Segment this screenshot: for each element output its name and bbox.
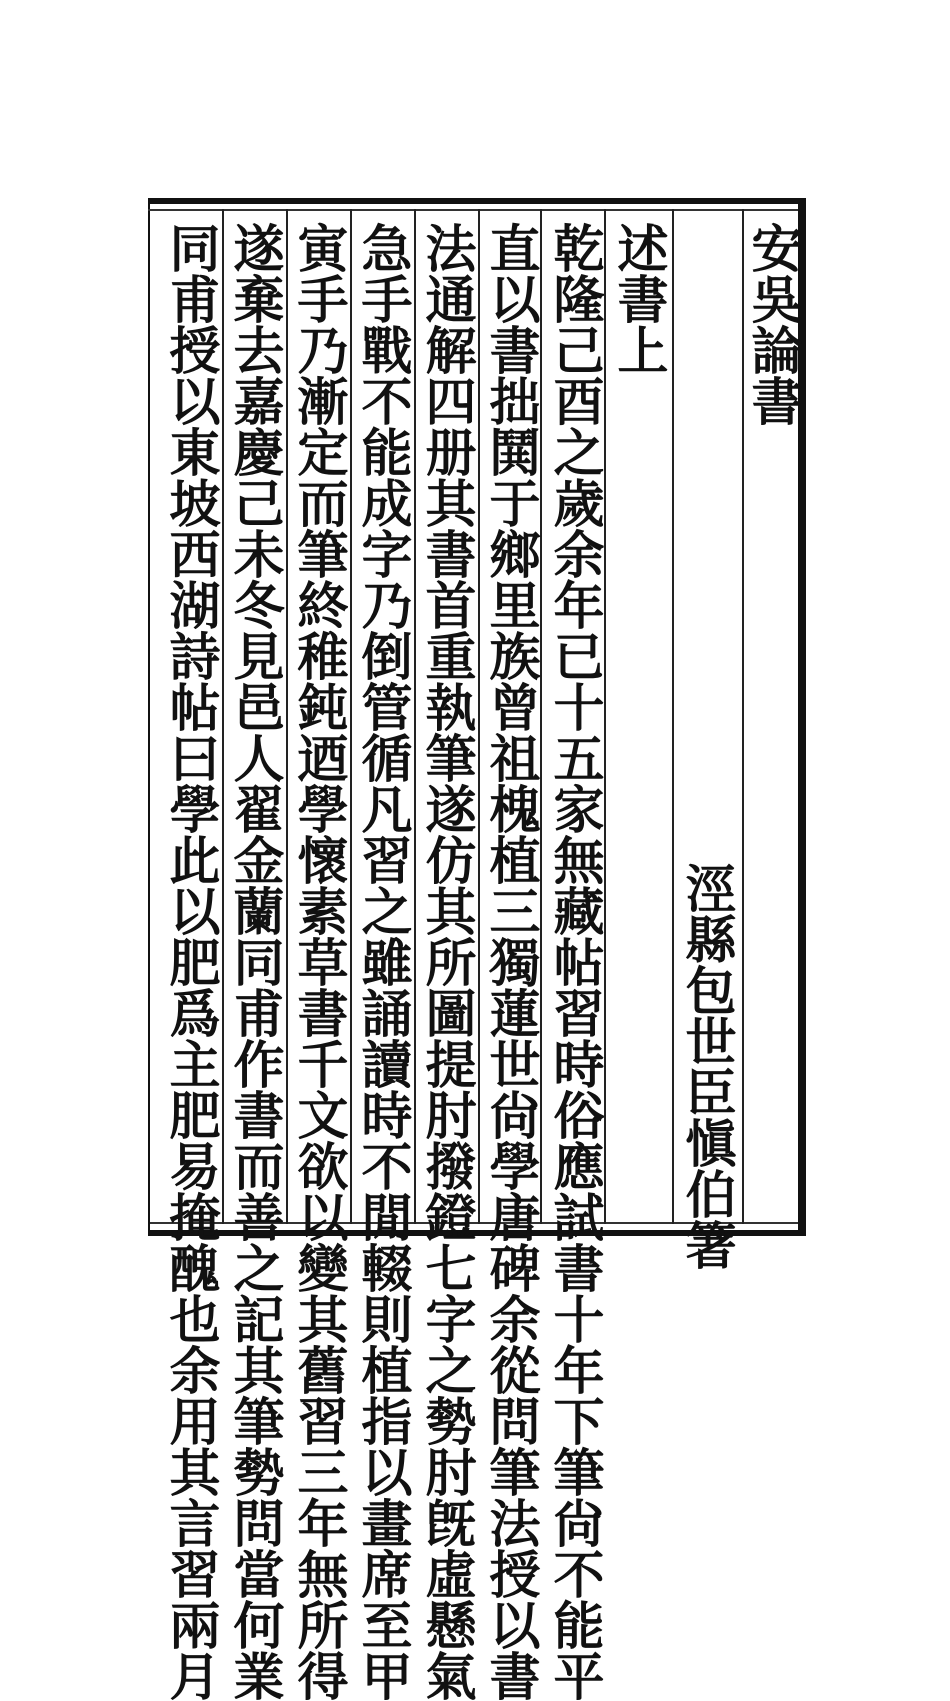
section-title: 述書上: [608, 222, 668, 375]
column-rule: [672, 209, 674, 1224]
text-column-1: 乾隆己酉之歲余年已十五家無藏帖習時俗應試書十年下筆尙不能平: [544, 222, 604, 1701]
border-inner-top: [148, 209, 798, 211]
text-column-3: 法通解四册其書首重執筆遂仿其所圖提肘撥鐙七字之勢肘旣虛懸氣: [416, 222, 476, 1701]
text-column-4: 急手戰不能成字乃倒管循凡習之雖誦讀時不閒輟則植指以畫席至甲: [352, 222, 412, 1701]
text-column-2: 直以書拙鬨于鄉里族曾祖槐植三獨蓮世尙學唐碑余從問筆法授以書: [480, 222, 540, 1701]
author-line: 涇縣包世臣愼伯箸: [676, 862, 736, 1270]
text-column-7: 同甫授以東坡西湖詩帖曰學此以肥爲主肥易掩醜也余用其言習兩月: [160, 222, 220, 1701]
column-rule: [604, 209, 606, 1224]
text-column-6: 遂棄去嘉慶己未冬見邑人翟金蘭同甫作書而善之記其筆勢問當何業: [224, 222, 284, 1701]
text-column-5: 寅手乃漸定而筆終稚鈍迺學懷素草書千文欲以變其舊習三年無所得: [288, 222, 348, 1701]
column-rule: [540, 209, 542, 1224]
book-title: 安吳論書: [742, 222, 802, 426]
